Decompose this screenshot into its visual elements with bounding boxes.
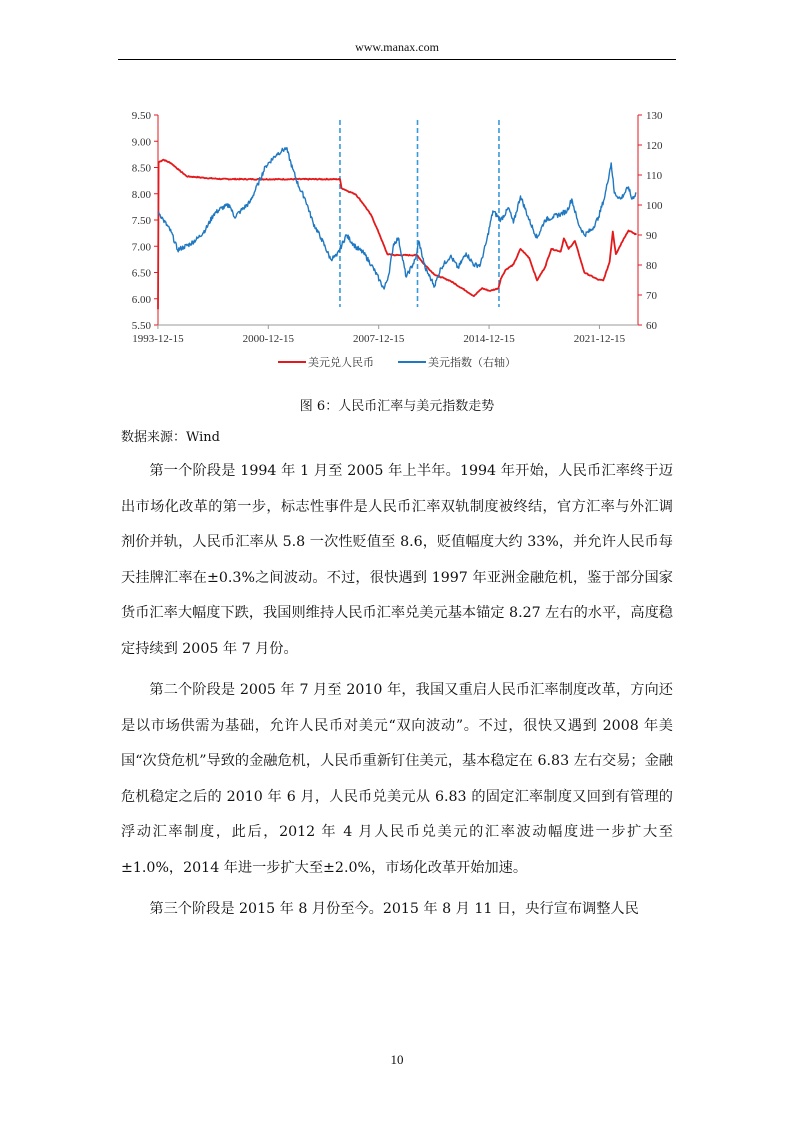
right-tick-label: 120 (646, 140, 663, 152)
x-tick-label: 1993-12-15 (132, 333, 184, 345)
left-tick-label: 6.00 (131, 293, 151, 306)
paragraph-stage-3: 第三个阶段是 2015 年 8 月份至今。2015 年 8 月 11 日，央行宣布调整人民 (149, 901, 639, 917)
left-tick-label: 8.00 (131, 188, 151, 201)
left-tick-label: 5.50 (131, 320, 151, 332)
paragraph-stage-2: 第二个阶段是 2005 年 7 月至 2010 年，我国又重启人民币汇率制度改革，方向还是以市场供需为基础，允许人民币对美元“双向波动”。不过，很快又遇到 2008 年美国“次贷危机”导致的金融危机，人民币重新钉住美元，基本稳定在 6.83 左右交易；金融危机稳定之后的 2010 年 6 月，人民币兑美元从 6.83 的固定汇率制度又回到有管理的浮动汇率制度，此后，2012 年 4 月人民币兑美元的汇率波动幅度进一步扩大至±1.0%，2014 年进一步扩大至±2.0%，市场化改革开始加速。 (121, 682, 673, 876)
x-tick-label: 2000-12-15 (242, 333, 294, 345)
body-text (121, 454, 673, 934)
right-tick-label: 110 (646, 170, 663, 182)
left-tick-label: 9.50 (131, 110, 151, 122)
left-tick-label: 7.00 (131, 241, 151, 254)
header-divider (118, 59, 676, 60)
x-tick-label: 2014-12-15 (463, 333, 515, 345)
right-tick-label: 90 (646, 230, 657, 242)
figure-source: 数据来源：Wind (121, 430, 220, 445)
legend-cny-label: 美元兑人民币 (308, 357, 374, 369)
left-tick-label: 8.50 (131, 162, 151, 175)
right-tick-label: 70 (646, 290, 657, 302)
x-tick-label: 2007-12-15 (353, 333, 405, 345)
right-tick-label: 60 (646, 320, 657, 332)
right-tick-label: 80 (646, 260, 657, 272)
paragraph-stage-1: 第一个阶段是 1994 年 1 月至 2005 年上半年。1994 年开始，人民币汇率终于迈出市场化改革的第一步，标志性事件是人民币汇率双轨制度被终结，官方汇率与外汇调剂价并轨，人民币汇率从 5.8 一次性贬值至 8.6，贬值幅度大约 33%，并允许人民币每天挂牌汇率在±0.3%之间波动。不过，很快遇到 1997 年亚洲金融危机，鉴于部分国家货币汇率大幅度下跌，我国则维持人民币汇率兑美元基本锚定 8.27 左右的水平，高度稳定持续到 2005 年 7 月份。 (121, 463, 673, 657)
page-header: www.manax.com (355, 40, 439, 54)
exchange-rate-chart (118, 100, 678, 390)
left-tick-label: 7.50 (131, 215, 151, 227)
x-tick-label: 2021-12-15 (573, 333, 626, 345)
right-tick-label: 130 (646, 110, 663, 122)
figure-caption: 图 6：人民币汇率与美元指数走势 (299, 399, 495, 414)
legend-dxy-label: 美元指数（右轴） (428, 357, 516, 369)
left-tick-label: 9.00 (131, 136, 151, 149)
dxy-series-line (158, 148, 636, 289)
cny-series-line (158, 160, 636, 310)
left-tick-label: 6.50 (131, 267, 151, 280)
right-tick-label: 100 (646, 200, 663, 212)
page-number: 10 (390, 1052, 404, 1067)
